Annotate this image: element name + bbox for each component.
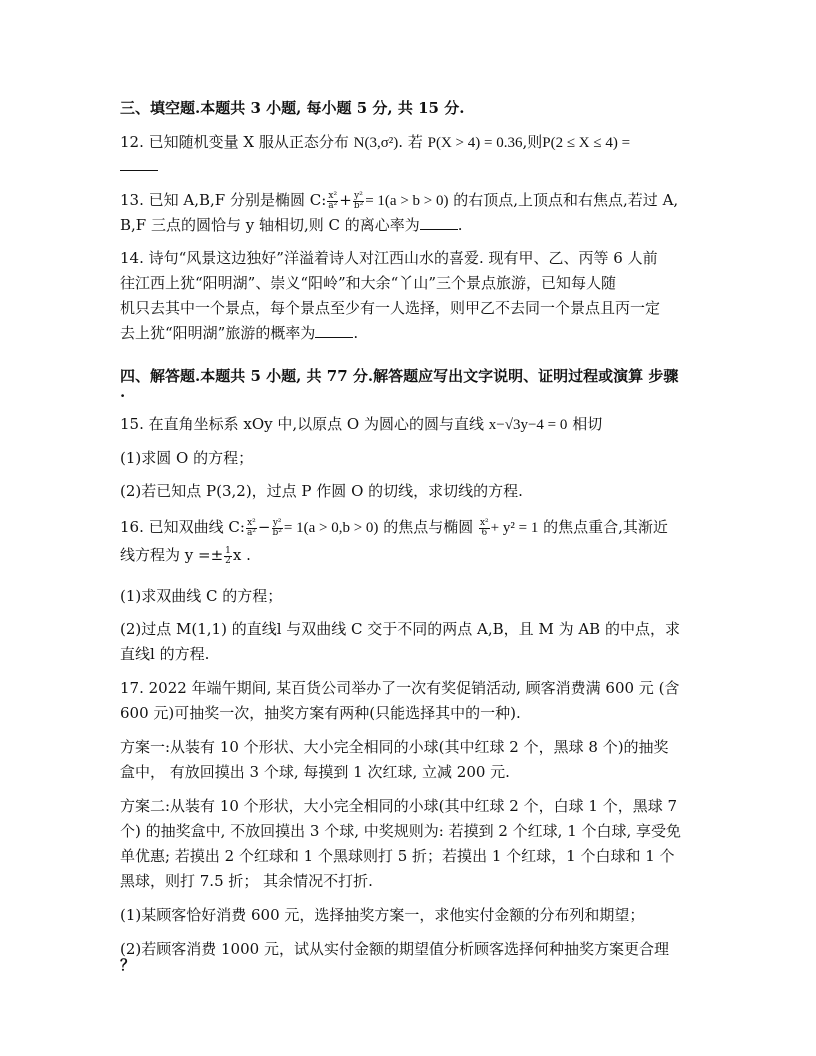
q17-line2: 600 元)可抽奖一次，抽奖方案有两种(只能选择其中的一种). xyxy=(120,704,521,722)
q16-line2: 线方程为 y =± $\frac{1}{2}$ x . xyxy=(120,545,251,566)
q15-part1: (1)求圆 O 的方程； xyxy=(120,449,254,467)
q16-frac-y: $\frac{\text{y²}}{\text{b²}}$ xyxy=(272,517,282,538)
q16-frac-half: $\frac{1}{2}$ xyxy=(225,545,231,566)
q14-line3: 机只去其中一个景点，每个景点至少有一人选择，则甲乙不去同一个景点且丙一定 xyxy=(120,299,661,317)
q16-part2-line2: 直线l 的方程. xyxy=(120,645,210,663)
q14-line4: 去上犹“阳明湖”旅游的概率为 . xyxy=(120,324,359,342)
q16-frac-x: $\frac{\text{x²}}{\text{a²}}$ xyxy=(246,517,256,538)
q17-plan2-line1: 方案二:从装有 10 个形状，大小完全相同的小球(其中红球 2 个，白球 1 个，黑球 7 xyxy=(120,797,678,815)
q15-part2: (2)若已知点 P(3,2)，过点 P 作圆 O 的切线，求切线的方程. xyxy=(120,482,523,500)
section4-heading: 四、解答题.本题共 5 小题, 共 77 分.解答题应写出文字说明、证明过程或演算 步骤 xyxy=(120,367,679,385)
q17-part1: (1)某顾客恰好消费 600 元，选择抽奖方案一，求他实付金额的分布列和期望； xyxy=(120,906,645,924)
section3-heading: 三、填空题.本题共 3 小题, 每小题 5 分, 共 15 分. xyxy=(120,99,465,117)
q13-line1-tail: 的右顶点,上顶点和右焦点,若过 A, xyxy=(453,191,679,209)
q16-part1: (1)求双曲线 C 的方程； xyxy=(120,587,283,605)
question-12 xyxy=(120,130,700,156)
q13-frac-x: $\frac{\text{x²}}{\text{a²}}$ xyxy=(328,190,338,211)
q13-line2: B,F 三点的圆恰与 y 轴相切,则 C 的离心率为 . xyxy=(120,216,463,234)
q17-plan2-line2: 个) 的抽奖盒中, 不放回摸出 3 个球, 中奖规则为: 若摸到 2 个红球, 1 个白球, 享受免 xyxy=(120,822,682,840)
q17-line1: 17. 2022 年端午期间, 某百货公司举办了一次有奖促销活动, 顾客消费满 600 元 (含 xyxy=(120,679,680,697)
q14-line2: 往江西上犹“阳明湖”、崇义“阳岭”和大余“丫山”三个景点旅游，已知每人随 xyxy=(120,274,617,292)
question-15: 15. 在直角坐标系 xOy 中,以原点 O 为圆心的圆与直线 x−√3y−4 = 0 相切 xyxy=(120,415,603,433)
question-16: 16. 已知双曲线 C: $\frac{\text{x²}}{\text{a²}}$ − $\frac{\text{y²}}{\text{b²}}$ = 1(a > 0,b > 0) 的焦点与椭圆 $\frac{\text{x²}}{6}$ + y² = 1 的焦点重合,其渐近 xyxy=(120,517,668,538)
q17-plan1-line1: 方案一:从装有 10 个形状、大小完全相同的小球(其中红球 2 个，黑球 8 个)的抽奖 xyxy=(120,738,669,756)
q13-prefix: 13. 已知 A,B,F 分别是椭圆 C: xyxy=(120,191,327,209)
question-13: 13. 已知 A,B,F 分别是椭圆 C: $\frac{\text{x²}}{\text{a²}}$ + $\frac{\text{y²}}{\text{b²}}$ = 1(a > b > 0) 的右顶点,上顶点和右焦点,若过 A, xyxy=(120,190,679,211)
q12-then: ,则 xyxy=(522,133,543,151)
q12-distribution: N(3,σ²) xyxy=(353,135,399,151)
q12-condition: P(X > 4) = 0.36 xyxy=(427,135,523,151)
q17-plan1-line2: 盒中， 有放回摸出 3 个球, 每摸到 1 次红球, 立减 200 元. xyxy=(120,763,510,781)
q17-part2-line1: (2)若顾客消费 1000 元，试从实付金额的期望值分析顾客选择何种抽奖方案更合理 xyxy=(120,940,669,958)
q13-frac-y: $\frac{\text{y²}}{\text{b²}}$ xyxy=(353,190,364,211)
q14-line1: 14. 诗句“风景这边独好”洋溢着诗人对江西山水的喜爱. 现有甲、乙、丙等 6 人前 xyxy=(120,249,658,267)
q13-eq-tail: = 1(a > b > 0) xyxy=(365,193,449,209)
q17-plan2-line3: 单优惠; 若摸出 2 个红球和 1 个黑球则打 5 折；若摸出 1 个红球，1 个白球和 1 个 xyxy=(120,847,675,865)
q15-line-equation: x−√3y−4 = 0 xyxy=(488,417,568,433)
q16-frac-ellipse: $\frac{\text{x²}}{6}$ xyxy=(479,517,489,538)
q12-middle: . 若 xyxy=(398,133,423,151)
q16-part2-line1: (2)过点 M(1,1) 的直线l 与双曲线 C 交于不同的两点 A,B，且 M 为 AB 的中点，求 xyxy=(120,620,680,638)
q12-answer-blank xyxy=(120,154,700,179)
q17-plan2-line4: 黑球，则打 7.5 折； 其余情况不打折. xyxy=(120,872,373,890)
q17-part2-line2: ？ xyxy=(120,956,136,974)
q12-ask: P(2 ≤ X ≤ 4) = xyxy=(542,135,631,151)
q12-prefix: 12. 已知随机变量 X 服从正态分布 xyxy=(120,133,349,151)
section4-dot: . xyxy=(120,383,126,401)
